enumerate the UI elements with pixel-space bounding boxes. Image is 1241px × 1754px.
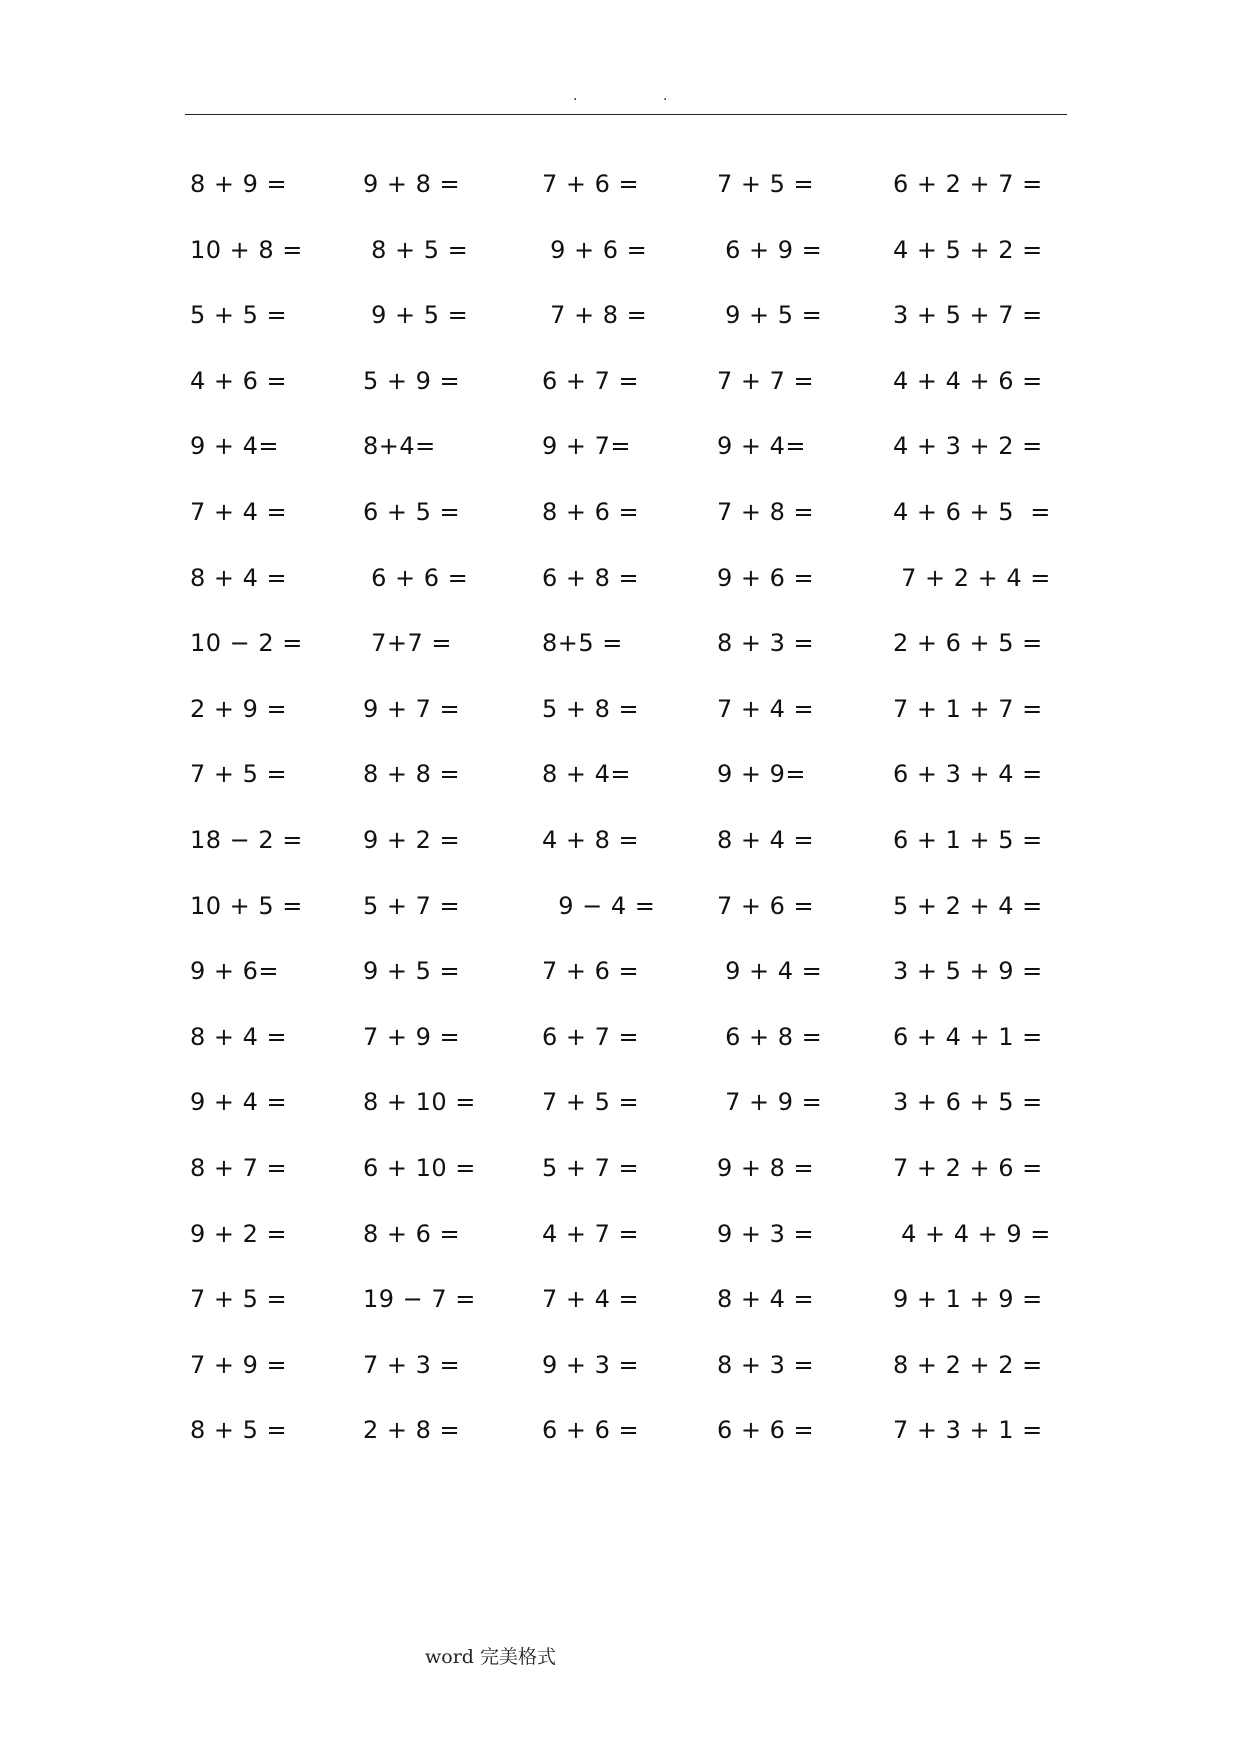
math-problem: 4 + 8 = — [542, 825, 640, 854]
math-problem: 8 + 4= — [542, 760, 632, 789]
math-problem: 5 + 7 = — [363, 891, 461, 920]
worksheet-row — [0, 1086, 1241, 1152]
header-dot: . — [663, 88, 668, 104]
math-problem: 7 + 3 + 1 = — [893, 1416, 1043, 1445]
math-problem: 9 + 2 = — [190, 1219, 288, 1248]
math-problem: 7 + 9 = — [190, 1350, 288, 1379]
math-problem: 4 + 7 = — [542, 1219, 640, 1248]
math-problem: 9 + 7 = — [363, 694, 461, 723]
worksheet-row — [0, 693, 1241, 759]
math-problem: 6 + 6 = — [717, 1416, 815, 1445]
math-problem: 5 + 2 + 4 = — [893, 891, 1043, 920]
math-problem: 8 + 7 = — [190, 1153, 288, 1182]
math-problem: 6 + 4 + 1 = — [893, 1022, 1043, 1051]
worksheet-row — [0, 824, 1241, 890]
worksheet-row — [0, 430, 1241, 496]
worksheet-row — [0, 1283, 1241, 1349]
math-problem: 6 + 7 = — [542, 366, 640, 395]
math-problem: 7 + 6 = — [542, 170, 640, 198]
math-problem: 7 + 2 + 4 = — [893, 563, 1051, 592]
worksheet-row — [0, 365, 1241, 431]
math-problem: 10 + 8 = — [190, 235, 303, 264]
math-problem: 2 + 8 = — [363, 1416, 461, 1445]
math-problem: 2 + 6 + 5 = — [893, 629, 1043, 658]
math-problem: 6 + 10 = — [363, 1153, 476, 1182]
math-problem: 9 − 4 = — [542, 891, 656, 920]
footer-text: word 完美格式 — [425, 1646, 556, 1668]
math-problem: 7 + 6 = — [717, 891, 815, 920]
math-problem: 4 + 3 + 2 = — [893, 432, 1043, 461]
math-problem: 3 + 6 + 5 = — [893, 1088, 1043, 1117]
math-problem: 4 + 4 + 9 = — [893, 1219, 1051, 1248]
math-problem: 7 + 3 = — [363, 1350, 461, 1379]
math-problem: 5 + 9 = — [363, 366, 461, 395]
math-problem: 9 + 3 = — [542, 1350, 640, 1379]
math-problem: 3 + 5 + 9 = — [893, 957, 1043, 986]
math-problem: 9 + 1 + 9 = — [893, 1285, 1043, 1314]
math-problem: 9 + 4= — [717, 432, 807, 461]
math-problem: 8 + 2 + 2 = — [893, 1350, 1043, 1379]
worksheet-row — [0, 562, 1241, 628]
math-problem: 9 + 8 = — [363, 170, 461, 198]
math-problem: 9 + 4 = — [717, 957, 823, 986]
math-problem: 7 + 5 = — [190, 1285, 288, 1314]
math-problem: 9 + 2 = — [363, 825, 461, 854]
math-problem: 4 + 4 + 6 = — [893, 366, 1043, 395]
math-problem: 7 + 5 = — [190, 760, 288, 789]
math-problem: 9 + 4= — [190, 432, 280, 461]
math-problem: 7 + 4 = — [190, 497, 288, 526]
math-problem: 7 + 4 = — [717, 694, 815, 723]
math-problem: 8 + 6 = — [363, 1219, 461, 1248]
math-problem: 8 + 4 = — [190, 563, 288, 592]
header-marks — [0, 88, 1241, 104]
math-problem: 9 + 8 = — [717, 1153, 815, 1182]
math-problem: 7 + 8 = — [542, 301, 648, 330]
math-problem: 8 + 3 = — [717, 1350, 815, 1379]
worksheet-row — [0, 1414, 1241, 1480]
math-problem: 7 + 1 + 7 = — [893, 694, 1043, 723]
math-problem: 10 − 2 = — [190, 629, 303, 658]
worksheet-row — [0, 955, 1241, 1021]
math-problem: 6 + 8 = — [542, 563, 640, 592]
math-problem: 5 + 5 = — [190, 301, 288, 330]
math-problem: 7 + 6 = — [542, 957, 640, 986]
math-problem: 7 + 9 = — [717, 1088, 823, 1117]
math-problem: 9 + 6 = — [542, 235, 648, 264]
math-problem: 9 + 6 = — [717, 563, 815, 592]
math-problem: 5 + 8 = — [542, 694, 640, 723]
worksheet-row — [0, 1349, 1241, 1415]
math-problem: 6 + 6 = — [542, 1416, 640, 1445]
math-problem: 7 + 9 = — [363, 1022, 461, 1051]
math-problem: 8+4= — [363, 432, 436, 461]
worksheet-row — [0, 627, 1241, 693]
math-problem: 8 + 6 = — [542, 497, 640, 526]
math-problem: 7 + 5 = — [717, 170, 815, 198]
worksheet-row — [0, 890, 1241, 956]
math-problem: 6 + 1 + 5 = — [893, 825, 1043, 854]
math-problem: 8 + 4 = — [717, 1285, 815, 1314]
worksheet-row — [0, 758, 1241, 824]
math-problem: 8 + 9 = — [190, 170, 288, 198]
math-problem: 19 − 7 = — [363, 1285, 476, 1314]
math-problem: 18 − 2 = — [190, 825, 303, 854]
math-problem: 9 + 5 = — [363, 301, 469, 330]
arithmetic-worksheet — [0, 168, 1241, 1480]
math-problem: 6 + 2 + 7 = — [893, 170, 1043, 198]
math-problem: 7 + 4 = — [542, 1285, 640, 1314]
worksheet-row — [0, 496, 1241, 562]
math-problem: 7 + 8 = — [717, 497, 815, 526]
math-problem: 7+7 = — [363, 629, 453, 658]
math-problem: 8 + 8 = — [363, 760, 461, 789]
math-problem: 8 + 4 = — [190, 1022, 288, 1051]
math-problem: 9 + 3 = — [717, 1219, 815, 1248]
math-problem: 6 + 7 = — [542, 1022, 640, 1051]
math-problem: 6 + 5 = — [363, 497, 461, 526]
math-problem: 3 + 5 + 7 = — [893, 301, 1043, 330]
worksheet-row — [0, 168, 1241, 234]
math-problem: 8 + 5 = — [363, 235, 469, 264]
math-problem: 6 + 3 + 4 = — [893, 760, 1043, 789]
math-problem: 6 + 6 = — [363, 563, 469, 592]
math-problem: 8 + 4 = — [717, 825, 815, 854]
math-problem: 7 + 5 = — [542, 1088, 640, 1117]
worksheet-row — [0, 1021, 1241, 1087]
math-problem: 9 + 5 = — [363, 957, 461, 986]
math-problem: 6 + 8 = — [717, 1022, 823, 1051]
math-problem: 8 + 10 = — [363, 1088, 476, 1117]
math-problem: 9 + 5 = — [717, 301, 823, 330]
math-problem: 4 + 6 + 5 = — [893, 497, 1051, 526]
math-problem: 9 + 9= — [717, 760, 807, 789]
math-problem: 9 + 4 = — [190, 1088, 288, 1117]
math-problem: 4 + 6 = — [190, 366, 288, 395]
worksheet-row — [0, 234, 1241, 300]
math-problem: 8+5 = — [542, 629, 623, 658]
worksheet-row — [0, 1152, 1241, 1218]
worksheet-row — [0, 1218, 1241, 1284]
math-problem: 7 + 2 + 6 = — [893, 1153, 1043, 1182]
math-problem: 10 + 5 = — [190, 891, 303, 920]
math-problem: 9 + 6= — [190, 957, 280, 986]
math-problem: 2 + 9 = — [190, 694, 288, 723]
math-problem: 7 + 7 = — [717, 366, 815, 395]
math-problem: 9 + 7= — [542, 432, 632, 461]
math-problem: 5 + 7 = — [542, 1153, 640, 1182]
header-dot: . — [573, 88, 578, 104]
math-problem: 8 + 3 = — [717, 629, 815, 658]
math-problem: 4 + 5 + 2 = — [893, 235, 1043, 264]
math-problem: 6 + 9 = — [717, 235, 823, 264]
math-problem: 8 + 5 = — [190, 1416, 288, 1445]
worksheet-row — [0, 299, 1241, 365]
header-rule — [185, 114, 1067, 115]
